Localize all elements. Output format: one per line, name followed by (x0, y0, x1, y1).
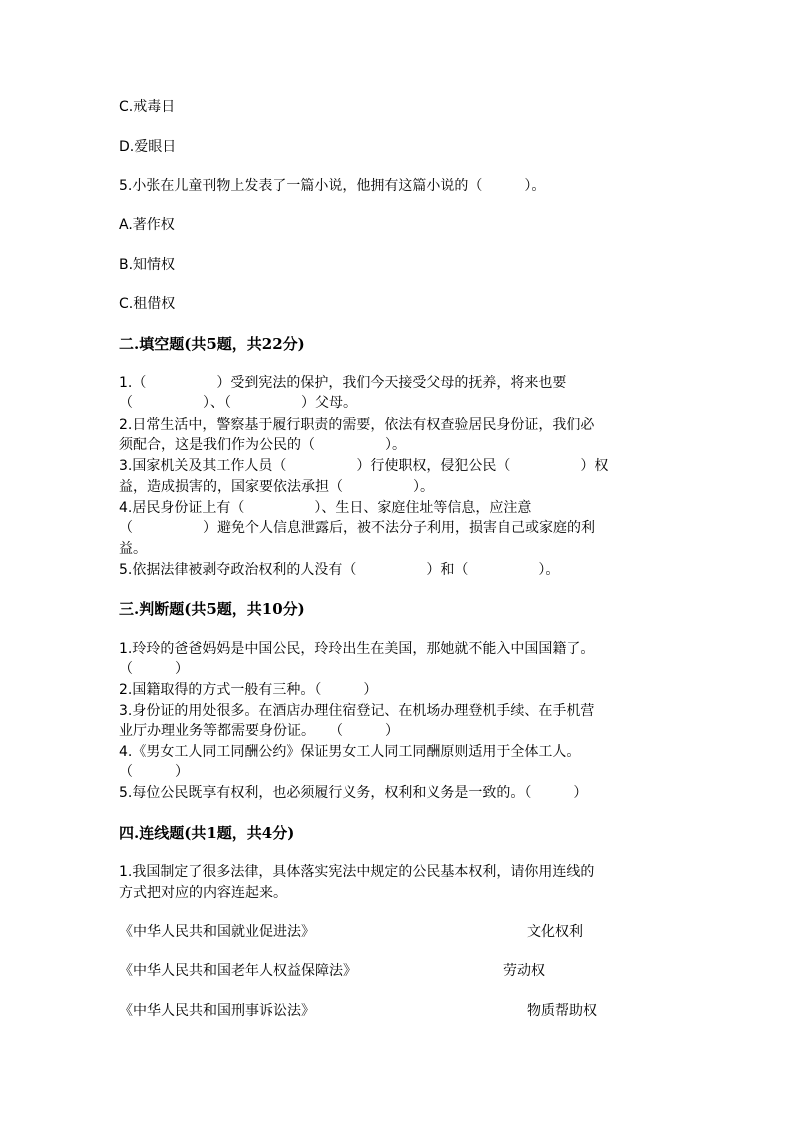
fill-line: （ ）避免个人信息泄露后，被不法分子利用，损害自己或家庭的利 (119, 520, 595, 536)
matching-instruction: 方式把对应的内容连起来。 (119, 885, 287, 901)
option-c-top: C.戒毒日 (119, 99, 176, 115)
fill-line: 3.国家机关及其工作人员（ ）行使职权，侵犯公民（ ）权 (119, 458, 609, 474)
judge-line: 3.身份证的用处很多。在酒店办理住宿登记、在机场办理登机手续、在手机营 (119, 703, 595, 719)
option-d-top: D.爱眼日 (119, 139, 177, 155)
question-5-option-a: A.著作权 (119, 217, 175, 233)
matching-law-elderly: 《中华人民共和国老年人权益保障法》 (119, 963, 357, 979)
judge-line: 1.玲玲的爸爸妈妈是中国公民，玲玲出生在美国，那她就不能入中国国籍了。 (119, 641, 595, 657)
fill-line: 益，造成损害的，国家要依法承担（ ）。 (119, 479, 434, 495)
question-5-stem: 5.小张在儿童刊物上发表了一篇小说，他拥有这篇小说的（ ）。 (119, 178, 546, 194)
matching-instruction: 1.我国制定了很多法律，具体落实宪法中规定的公民基本权利，请你用连线的 (119, 864, 595, 880)
fill-line: 2.日常生活中，警察基于履行职责的需要，依法有权查验居民身份证，我们必 (119, 417, 595, 433)
section-matching-title: 四.连线题(共1题，共4分) (119, 824, 295, 842)
judge-line: 5.每位公民既享有权利，也必须履行义务，权利和义务是一致的。（ ） (119, 785, 588, 801)
fill-line: 益。 (119, 541, 147, 557)
fill-line: 须配合，这是我们作为公民的（ ）。 (119, 437, 406, 453)
fill-line: 5.依据法律被剥夺政治权利的人没有（ ）和（ ）。 (119, 562, 560, 578)
matching-law-criminal: 《中华人民共和国刑事诉讼法》 (119, 1003, 315, 1019)
question-5-option-b: B.知情权 (119, 257, 176, 273)
question-5-option-c: C.租借权 (119, 296, 176, 312)
matching-law-employment: 《中华人民共和国就业促进法》 (119, 924, 315, 940)
matching-right-labor: 劳动权 (503, 963, 545, 979)
judge-line: （ ） (119, 661, 189, 677)
judge-line: 4.《男女工人同工同酬公约》保证男女工人同工同酬原则适用于全体工人。 (119, 744, 581, 760)
matching-right-cultural: 文化权利 (527, 924, 583, 940)
section-true-false-title: 三.判断题(共5题，共10分) (119, 600, 305, 618)
judge-line: （ ） (119, 764, 189, 780)
judge-line: 业厅办理业务等都需要身份证。 （ ） (119, 723, 399, 739)
section-fill-blank-title: 二.填空题(共5题，共22分) (119, 335, 305, 353)
fill-line: （ ）、（ ）父母。 (119, 395, 357, 411)
fill-line: 1.（ ）受到宪法的保护，我们今天接受父母的抚养，将来也要 (119, 375, 567, 391)
judge-line: 2.国籍取得的方式一般有三种。（ ） (119, 682, 378, 698)
fill-line: 4.居民身份证上有（ ）、生日、家庭住址等信息，应注意 (119, 500, 532, 516)
matching-right-material: 物质帮助权 (527, 1003, 597, 1019)
